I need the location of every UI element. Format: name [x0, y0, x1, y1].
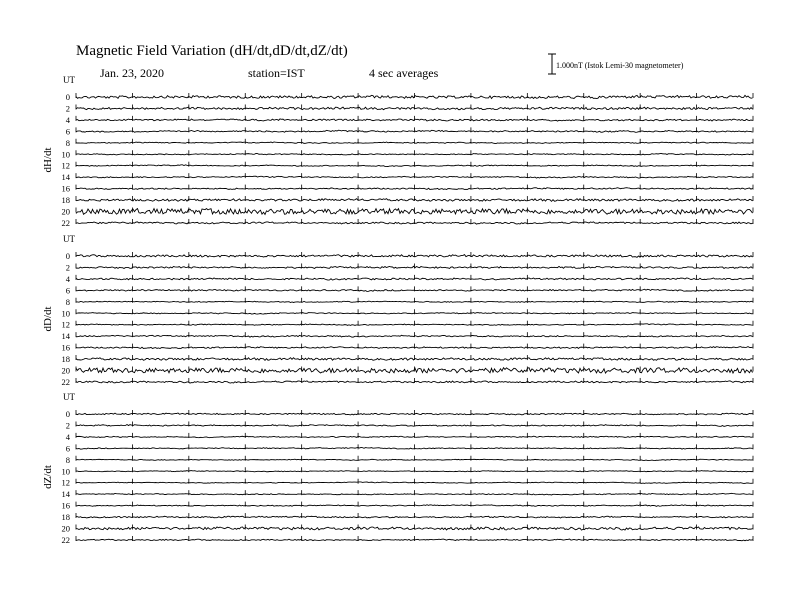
row-label: 22 — [61, 217, 70, 228]
trace-row — [62, 501, 754, 511]
row-label: 14 — [61, 172, 70, 183]
row-label: 10 — [61, 308, 70, 319]
trace-row — [62, 184, 754, 194]
row-label: 18 — [61, 512, 70, 523]
row-label: 4 — [65, 114, 70, 125]
row-label: 2 — [65, 262, 70, 273]
row-label: 6 — [65, 443, 70, 454]
row-label: 0 — [65, 92, 70, 102]
row-label: 14 — [61, 489, 70, 500]
row-label: 2 — [65, 103, 70, 114]
row-label: 2 — [65, 420, 70, 431]
trace-row — [62, 489, 754, 499]
row-label: 20 — [61, 523, 70, 534]
trace-row — [62, 331, 754, 341]
averaging-label: 4 sec averages — [369, 66, 439, 80]
panel-dddt — [42, 234, 753, 387]
row-label: 10 — [61, 149, 70, 160]
trace-row — [62, 218, 754, 228]
trace-row — [62, 195, 754, 205]
station-label: station=IST — [248, 66, 305, 80]
trace-row — [66, 138, 753, 148]
panel-ut-header: UT — [63, 392, 75, 402]
row-label: 16 — [61, 183, 70, 194]
trace-row — [66, 443, 753, 453]
row-label: 8 — [65, 137, 70, 148]
trace-row — [62, 512, 754, 522]
row-label: 22 — [61, 534, 70, 545]
row-label: 14 — [61, 331, 70, 342]
trace-row — [62, 207, 754, 217]
trace-row — [66, 262, 753, 272]
trace-row — [62, 354, 754, 364]
row-label: 22 — [61, 376, 70, 387]
row-label: 16 — [61, 342, 70, 353]
trace-row — [66, 432, 753, 442]
panel-ylabel: dZ/dt — [42, 465, 54, 489]
panel-dhdt — [42, 75, 753, 228]
panel-ylabel: dD/dt — [42, 306, 54, 332]
row-label: 6 — [65, 285, 70, 296]
row-label: 0 — [65, 409, 70, 419]
row-label: 12 — [61, 319, 70, 330]
trace-row — [66, 420, 753, 430]
scale-bar-label: 1.000nT (Istok Lemi-30 magnetometer) — [556, 61, 684, 70]
chart-title: Magnetic Field Variation (dH/dt,dD/dt,dZ/dt) — [76, 43, 348, 59]
row-label: 18 — [61, 195, 70, 206]
row-label: 16 — [61, 500, 70, 511]
trace-row — [66, 285, 753, 295]
trace-row — [62, 320, 754, 330]
row-label: 4 — [65, 273, 70, 284]
row-label: 8 — [65, 454, 70, 465]
trace-row — [66, 297, 753, 307]
panel-ylabel: dH/dt — [42, 147, 54, 173]
scale-bar — [548, 54, 684, 74]
trace-row — [66, 115, 753, 125]
panel-ut-header: UT — [63, 234, 75, 244]
row-label: 18 — [61, 354, 70, 365]
row-label: 6 — [65, 126, 70, 137]
row-label: 12 — [61, 477, 70, 488]
trace-row — [66, 126, 753, 136]
row-label: 8 — [65, 296, 70, 307]
trace-row — [62, 343, 754, 353]
trace-row — [66, 274, 753, 284]
date-label: Jan. 23, 2020 — [100, 66, 164, 80]
trace-row — [62, 366, 754, 376]
row-label: 10 — [61, 466, 70, 477]
row-label: 12 — [61, 160, 70, 171]
trace-row — [62, 149, 754, 159]
trace-row — [62, 161, 754, 171]
trace-row — [62, 524, 754, 534]
trace-row — [62, 377, 754, 387]
trace-row — [62, 478, 754, 488]
panel-dzdt — [42, 392, 753, 545]
trace-row — [62, 308, 754, 318]
row-label: 0 — [65, 251, 70, 261]
trace-row — [62, 466, 754, 476]
row-label: 20 — [61, 365, 70, 376]
trace-row — [66, 251, 753, 261]
trace-row — [66, 92, 753, 102]
trace-row — [62, 172, 754, 182]
trace-row — [62, 535, 754, 545]
trace-row — [66, 103, 753, 113]
panels-group — [42, 75, 753, 545]
row-label: 4 — [65, 431, 70, 442]
panel-ut-header: UT — [63, 75, 75, 85]
trace-row — [66, 409, 753, 419]
trace-row — [66, 455, 753, 465]
row-label: 20 — [61, 206, 70, 217]
